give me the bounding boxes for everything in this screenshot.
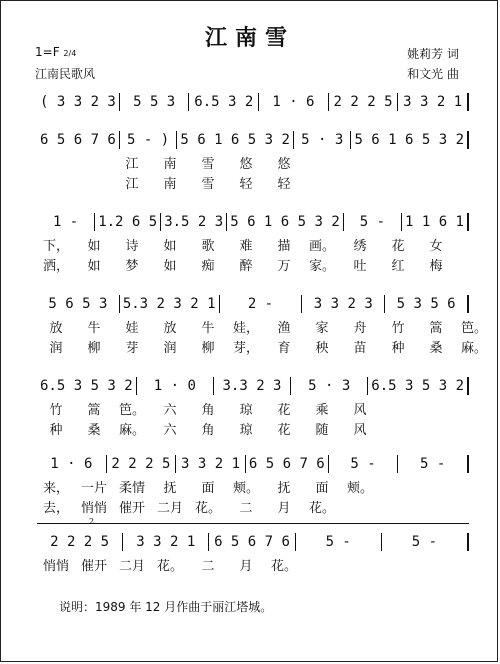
lyric-word: 花 [277, 403, 291, 418]
lyric-word: 笆。 [118, 403, 145, 418]
volta-label: 2. [89, 517, 97, 526]
music-staff-row [37, 129, 469, 149]
lyric-word: 芽， [232, 341, 259, 356]
lyric-word: 麻。 [460, 341, 487, 356]
measure: 6.5 3 5 3 2 [37, 377, 137, 395]
measure: 5 5 3 [120, 93, 190, 111]
lyric-word: 舟 [353, 321, 367, 336]
lyric-word: 育 [277, 341, 291, 356]
lyric-word: 雪 [201, 177, 215, 192]
measure: 1.2 6 5 [95, 213, 161, 231]
song-title: 江南雪 [204, 25, 295, 51]
measure: 5 · 3 [291, 377, 368, 395]
lyric-line [37, 399, 469, 417]
lyric-word: 麻。 [118, 423, 145, 438]
measure: 6 5 6 7 6 [246, 455, 329, 473]
measure: 1 1 6 1 [402, 213, 469, 231]
lyric-word: 风 [353, 423, 367, 438]
lyric-word: 家 [315, 321, 329, 336]
lyric-word: 随 [315, 423, 329, 438]
lyric-word: 面 [201, 481, 215, 496]
lyric-word: 角 [201, 423, 215, 438]
lyric-word: 秧 [315, 341, 329, 356]
lyric-word: 柳 [201, 341, 215, 356]
lyric-word: 梅 [429, 259, 443, 274]
lyric-word: 篙 [87, 403, 101, 418]
measure: 6 5 6 7 6 [37, 131, 120, 149]
measure: 5 - ) [120, 131, 178, 149]
lyric-line [37, 153, 469, 171]
measure: 5 6 1 6 5 3 2 [177, 131, 294, 149]
lyric-word: 如 [163, 239, 177, 254]
lyric-word: 琼 [239, 403, 253, 418]
lyric-word: 如 [87, 259, 101, 274]
lyric-line [37, 555, 469, 573]
lyric-word: 竹 [49, 403, 63, 418]
lyric-word: 洒， [42, 259, 69, 274]
measure: 5 · 3 [294, 131, 352, 149]
lyric-word: 二 [239, 501, 253, 516]
lyric-word: 江 [125, 177, 139, 192]
lyric-word: 悄悄 [42, 559, 69, 574]
lyric-word: 悄悄 [80, 501, 107, 516]
lyric-word: 六 [163, 423, 177, 438]
lyric-word: 桑 [87, 423, 101, 438]
lyric-word: 角 [201, 403, 215, 418]
lyricist-credit: 姚莉芳 词 [407, 47, 459, 61]
measure: 5 - [344, 213, 402, 231]
lyric-word: 歌 [201, 239, 215, 254]
lyric-word: 娃， [232, 321, 259, 336]
lyric-line [37, 337, 487, 356]
measure: 5 - [329, 455, 399, 473]
music-staff-row [37, 375, 469, 395]
lyric-word: 南 [163, 177, 177, 192]
lyric-word: 下， [42, 239, 69, 254]
lyric-word: 吐 [353, 259, 367, 274]
lyric-word: 娃 [125, 321, 139, 336]
lyric-word: 催开 [118, 501, 145, 516]
composer-credit: 和文光 曲 [407, 67, 459, 81]
lyric-word: 桑 [429, 341, 443, 356]
lyric-word: 花。 [270, 559, 297, 574]
measure: 3 3 2 1 [398, 93, 469, 111]
lyric-line [37, 317, 487, 336]
lyric-word: 绣 [353, 239, 367, 254]
lyric-word: 花。 [308, 501, 335, 516]
lyric-word: 家。 [308, 259, 335, 274]
style-label: 江南民歌风 [35, 67, 96, 81]
lyric-word: 月 [277, 501, 291, 516]
lyric-word: 颊。 [232, 481, 259, 496]
lyric-line [37, 255, 469, 273]
lyric-word: 颊。 [346, 481, 373, 496]
key-signature [35, 45, 76, 59]
lyric-word: 牛 [201, 321, 215, 336]
time-signature: 2/4 [63, 49, 77, 58]
lyric-word: 柔情 [118, 481, 145, 496]
lyric-word: 悠 [239, 157, 253, 172]
lyric-word: 牛 [87, 321, 101, 336]
measure: ( 3 3 2 3 [37, 93, 120, 111]
lyric-word: 催开 [80, 559, 107, 574]
lyric-word: 月 [239, 559, 253, 574]
lyric-line [37, 419, 469, 437]
measure: 3 3 2 1 [123, 533, 209, 551]
measure: 3.3 2 3 [214, 377, 291, 395]
music-staff-row [37, 453, 469, 473]
lyric-line [37, 497, 469, 515]
music-staff-row [37, 293, 469, 313]
measure: 5 6 1 6 5 3 2 [351, 131, 469, 149]
lyric-word: 二月 [118, 559, 145, 574]
lyric-line [37, 477, 469, 495]
measure: 3.5 2 3 [161, 213, 227, 231]
lyric-word: 放 [49, 321, 63, 336]
lyric-word: 万 [277, 259, 291, 274]
lyric-word: 六 [163, 403, 177, 418]
lyric-word: 花。 [156, 559, 183, 574]
lyric-word: 润 [163, 341, 177, 356]
lyric-word: 花 [277, 423, 291, 438]
lyric-word: 难 [239, 239, 253, 254]
measure: 5 6 5 3 [37, 295, 120, 313]
lyric-word: 琼 [239, 423, 253, 438]
lyric-word: 描 [277, 239, 291, 254]
lyric-word: 雪 [201, 157, 215, 172]
lyric-word: 红 [391, 259, 405, 274]
lyric-word: 画。 [308, 239, 335, 254]
lyric-word: 梦 [125, 259, 139, 274]
measure: 1 - [37, 213, 95, 231]
lyric-word: 篙 [429, 321, 443, 336]
lyric-word: 一片 [80, 481, 107, 496]
lyric-word: 如 [163, 259, 177, 274]
lyric-word: 种 [391, 341, 405, 356]
lyric-word: 花。 [194, 501, 221, 516]
measure: 5.3 2 3 2 1 [120, 295, 220, 313]
lyric-word: 乘 [315, 403, 329, 418]
measure: 1 · 6 [37, 455, 107, 473]
lyric-line [37, 173, 469, 191]
measure: 2 2 2 5 [107, 455, 177, 473]
lyric-word: 放 [163, 321, 177, 336]
music-staff-row [37, 531, 469, 551]
lyric-word: 抚 [277, 481, 291, 496]
lyric-word: 如 [87, 239, 101, 254]
lyric-word: 笆。 [460, 321, 487, 336]
lyric-word: 去， [42, 501, 69, 516]
lyric-word: 悠 [277, 157, 291, 172]
lyric-word: 竹 [391, 321, 405, 336]
measure: 1 · 0 [137, 377, 214, 395]
music-staff-row [37, 211, 469, 231]
lyric-word: 痴 [201, 259, 215, 274]
lyric-word: 南 [163, 157, 177, 172]
lyric-word: 来， [42, 481, 69, 496]
lyric-word: 二 [201, 559, 215, 574]
measure: 6.5 3 5 3 2 [368, 377, 469, 395]
measure: 1 · 6 [259, 93, 329, 111]
lyric-word: 面 [315, 481, 329, 496]
lyric-word: 润 [49, 341, 63, 356]
measure: 6 5 6 7 6 [209, 533, 295, 551]
lyric-word: 轻 [239, 177, 253, 192]
lyric-word: 轻 [277, 177, 291, 192]
lyric-word: 苗 [353, 341, 367, 356]
measure: 3 3 2 1 [176, 455, 246, 473]
lyric-word: 芽 [125, 341, 139, 356]
measure: 6.5 3 2 [189, 93, 259, 111]
lyric-word: 风 [353, 403, 367, 418]
lyric-word: 抚 [163, 481, 177, 496]
measure: 5 3 5 6 [385, 295, 469, 313]
lyric-word: 女 [429, 239, 443, 254]
measure: 5 - [382, 533, 469, 551]
measure: 2 2 2 5 [329, 93, 399, 111]
measure: 5 - [398, 455, 469, 473]
lyric-word: 渔 [277, 321, 291, 336]
lyric-word: 二月 [156, 501, 183, 516]
lyric-word: 醉 [239, 259, 253, 274]
measure: 5 6 1 6 5 3 2 [227, 213, 344, 231]
measure: 3 3 2 3 [302, 295, 385, 313]
footnote: 说明：1989 年 12 月作曲于丽江塔城。 [59, 600, 273, 614]
lyric-word: 江 [125, 157, 139, 172]
lyric-word: 花 [391, 239, 405, 254]
music-staff-row [37, 91, 469, 111]
lyric-word: 种 [49, 423, 63, 438]
lyric-line [37, 235, 469, 253]
measure: 2 2 2 5 [37, 533, 123, 551]
lyric-word: 柳 [87, 341, 101, 356]
measure: 2 - [220, 295, 303, 313]
measure: 5 - [296, 533, 382, 551]
key-label: 1=F [35, 45, 60, 59]
volta-bracket [37, 523, 469, 524]
lyric-word: 诗 [125, 239, 139, 254]
